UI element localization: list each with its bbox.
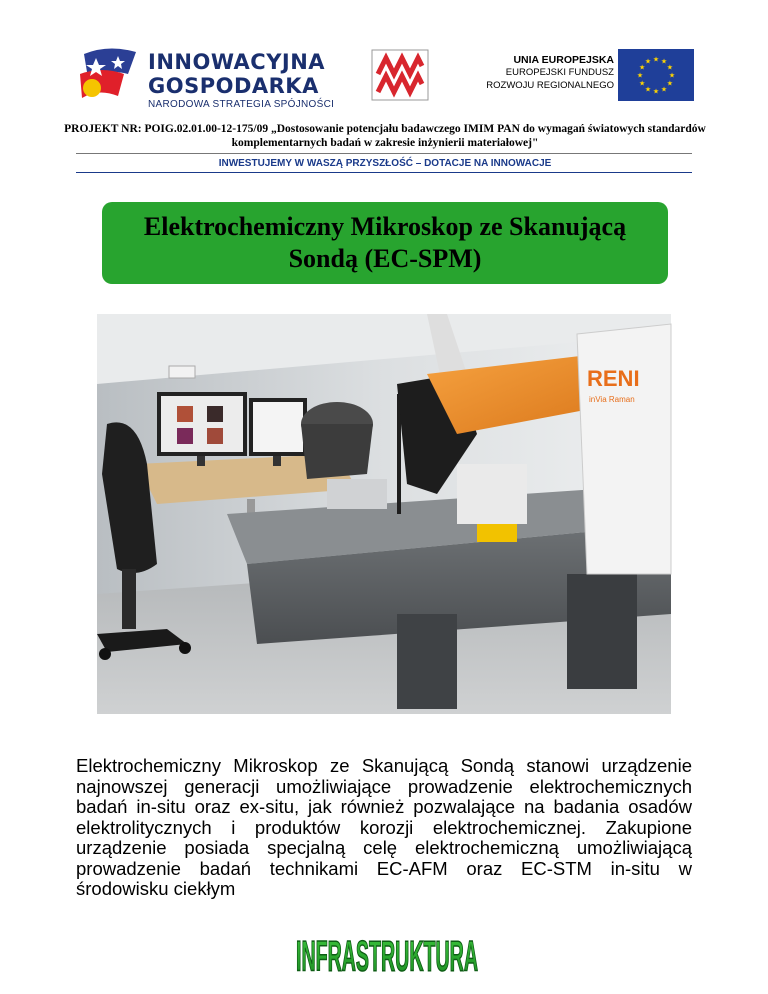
ig-line1: INNOWACYJNA (148, 50, 326, 74)
eu-star-icon: ★ (636, 72, 644, 80)
brand-sub: inVia Raman (589, 395, 635, 404)
eu-text-block (474, 54, 614, 92)
eu-star-icon: ★ (644, 58, 652, 66)
description-paragraph: Elektrochemiczny Mikroskop ze Skanującą Sondą stanowi urządzenie najnowszej generacji umożliwiające prowadzenie elektrochemicznych badań in-situ oraz ex-situ, jak również pozwalające na badania osadów elektrolitycznych i produktów korozji elektrochemicznej. Zakupione urządzenie posiada specjalną celę elektrochemiczną umożliwiającą prowadzenie badań technikami EC-AFM oraz EC-STM in-situ w środowisku ciekłym (76, 755, 692, 899)
eu-star-icon: ★ (666, 80, 673, 88)
eu-star-icon: ★ (660, 58, 668, 66)
header-divider (76, 153, 692, 154)
eu-star-icon: ★ (639, 80, 646, 88)
brand-text: RENI (587, 366, 640, 391)
eu-star-icon: ★ (660, 86, 668, 94)
eu-star-icon: ★ (652, 88, 660, 96)
ig-line2: GOSPODARKA (148, 74, 319, 98)
eu-star-icon: ★ (668, 72, 676, 80)
imim-logo-icon (372, 50, 428, 100)
slogan-divider (76, 172, 692, 173)
title-box (102, 202, 668, 284)
invest-slogan: INWESTUJEMY W WASZĄ PRZYSZŁOŚĆ – DOTACJE NA INNOWACJE (218, 158, 552, 169)
infrastruktura-logo (292, 924, 482, 984)
innowacyjna-gospodarka-logo (78, 36, 358, 114)
eu-line2: ROZWOJU REGIONALNEGO (486, 80, 614, 91)
ig-subtitle: NARODOWA STRATEGIA SPÓJNOŚCI (148, 99, 335, 110)
infrastruktura-label: INFRASTRUKTURA (296, 932, 478, 981)
document-title: Elektrochemiczny Mikroskop ze Skanującą Sondą (EC-SPM) (143, 212, 627, 273)
eu-star-icon: ★ (644, 86, 652, 94)
eu-star-icon: ★ (639, 64, 646, 72)
eu-star-icon: ★ (652, 56, 660, 64)
lab-photo (97, 314, 671, 714)
project-line: PROJEKT NR: POIG.02.01.00-12-175/09 „Dostosowanie potencjału badawczego IMIM PAN do wymagań światowych standardów komplementarnych badań w zakresie inżynierii materiałowej" (64, 123, 706, 149)
eu-title: UNIA EUROPEJSKA (513, 54, 614, 66)
eu-flag-icon (618, 49, 694, 101)
eu-line1: EUROPEJSKI FUNDUSZ (505, 67, 614, 78)
eu-star-icon: ★ (666, 64, 673, 72)
ig-flag-icon (78, 44, 140, 102)
